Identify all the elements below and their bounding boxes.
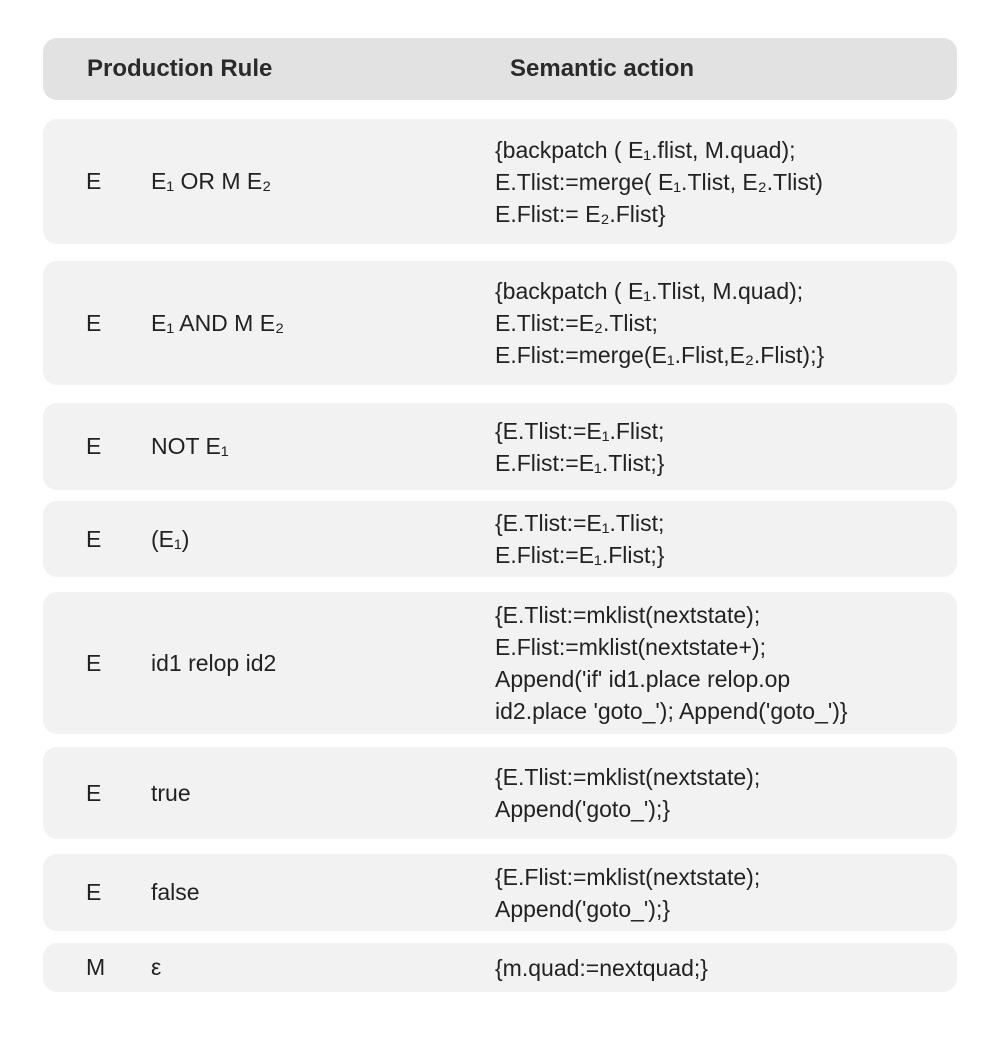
rule-lhs: E bbox=[86, 433, 102, 459]
table-row bbox=[43, 854, 957, 931]
action-line: {m.quad:=nextquad;} bbox=[495, 954, 708, 981]
action-line: E.Flist:=E₁.Tlist;} bbox=[495, 449, 665, 476]
rule-lhs: E bbox=[86, 649, 102, 676]
rule-rhs: false bbox=[151, 879, 200, 905]
rule-rhs: true bbox=[151, 779, 191, 806]
table-row bbox=[43, 501, 957, 577]
table-row bbox=[43, 747, 957, 839]
action-line: {E.Tlist:=mklist(nextstate); bbox=[495, 602, 761, 628]
semantic-action bbox=[495, 119, 823, 244]
semantic-action bbox=[495, 501, 664, 577]
rule-rhs: id1 relop id2 bbox=[151, 649, 277, 676]
semantic-action bbox=[495, 747, 760, 839]
action-line: E.Tlist:=E₂.Tlist; bbox=[495, 310, 658, 336]
table-row bbox=[43, 592, 957, 734]
action-line: {E.Tlist:=E₁.Flist; bbox=[495, 417, 665, 444]
table-row bbox=[43, 403, 957, 490]
action-line: E.Flist:= E₂.Flist} bbox=[495, 200, 666, 227]
action-line: E.Flist:=E₁.Flist;} bbox=[495, 542, 665, 568]
rule-lhs: E bbox=[86, 525, 102, 552]
table-header bbox=[43, 38, 957, 100]
semantic-action bbox=[495, 261, 824, 385]
action-line: id2.place 'goto_'); Append('goto_')} bbox=[495, 698, 848, 724]
rule-lhs: E bbox=[86, 879, 102, 905]
rule-rhs: E₁ AND M E₂ bbox=[151, 309, 284, 336]
header-production-rule: Production Rule bbox=[87, 55, 273, 82]
table-row bbox=[43, 261, 957, 385]
table-row bbox=[43, 943, 957, 992]
action-line: E.Flist:=merge(E₁.Flist,E₂.Flist);} bbox=[495, 342, 825, 368]
action-line: {E.Tlist:=mklist(nextstate); bbox=[495, 764, 761, 790]
action-line: {backpatch ( E₁.flist, M.quad); bbox=[495, 136, 796, 163]
semantic-action bbox=[495, 403, 664, 490]
action-line: E.Tlist:=merge( E₁.Tlist, E₂.Tlist) bbox=[495, 168, 823, 195]
action-line: {E.Flist:=mklist(nextstate); bbox=[495, 863, 761, 890]
rule-rhs: (E₁) bbox=[151, 525, 190, 552]
table-row bbox=[43, 119, 957, 244]
semantic-action bbox=[495, 943, 708, 992]
rule-lhs: E bbox=[86, 168, 102, 194]
rule-lhs: M bbox=[86, 954, 106, 980]
action-line: Append('goto_');} bbox=[495, 796, 671, 822]
rule-rhs: E₁ OR M E₂ bbox=[151, 168, 272, 194]
rule-lhs: E bbox=[86, 309, 102, 336]
action-line: Append('goto_');} bbox=[495, 895, 671, 922]
action-line: {E.Tlist:=E₁.Tlist; bbox=[495, 510, 665, 536]
action-line: {backpatch ( E₁.Tlist, M.quad); bbox=[495, 278, 804, 304]
rule-rhs: NOT E₁ bbox=[151, 433, 229, 459]
header-semantic-action: Semantic action bbox=[510, 55, 695, 82]
semantic-action bbox=[495, 592, 848, 734]
action-line: E.Flist:=mklist(nextstate+); bbox=[495, 634, 766, 660]
rule-lhs: E bbox=[86, 779, 102, 806]
semantic-action bbox=[495, 854, 760, 931]
rule-rhs: ε bbox=[151, 954, 162, 980]
action-line: Append('if' id1.place relop.op bbox=[495, 666, 791, 692]
